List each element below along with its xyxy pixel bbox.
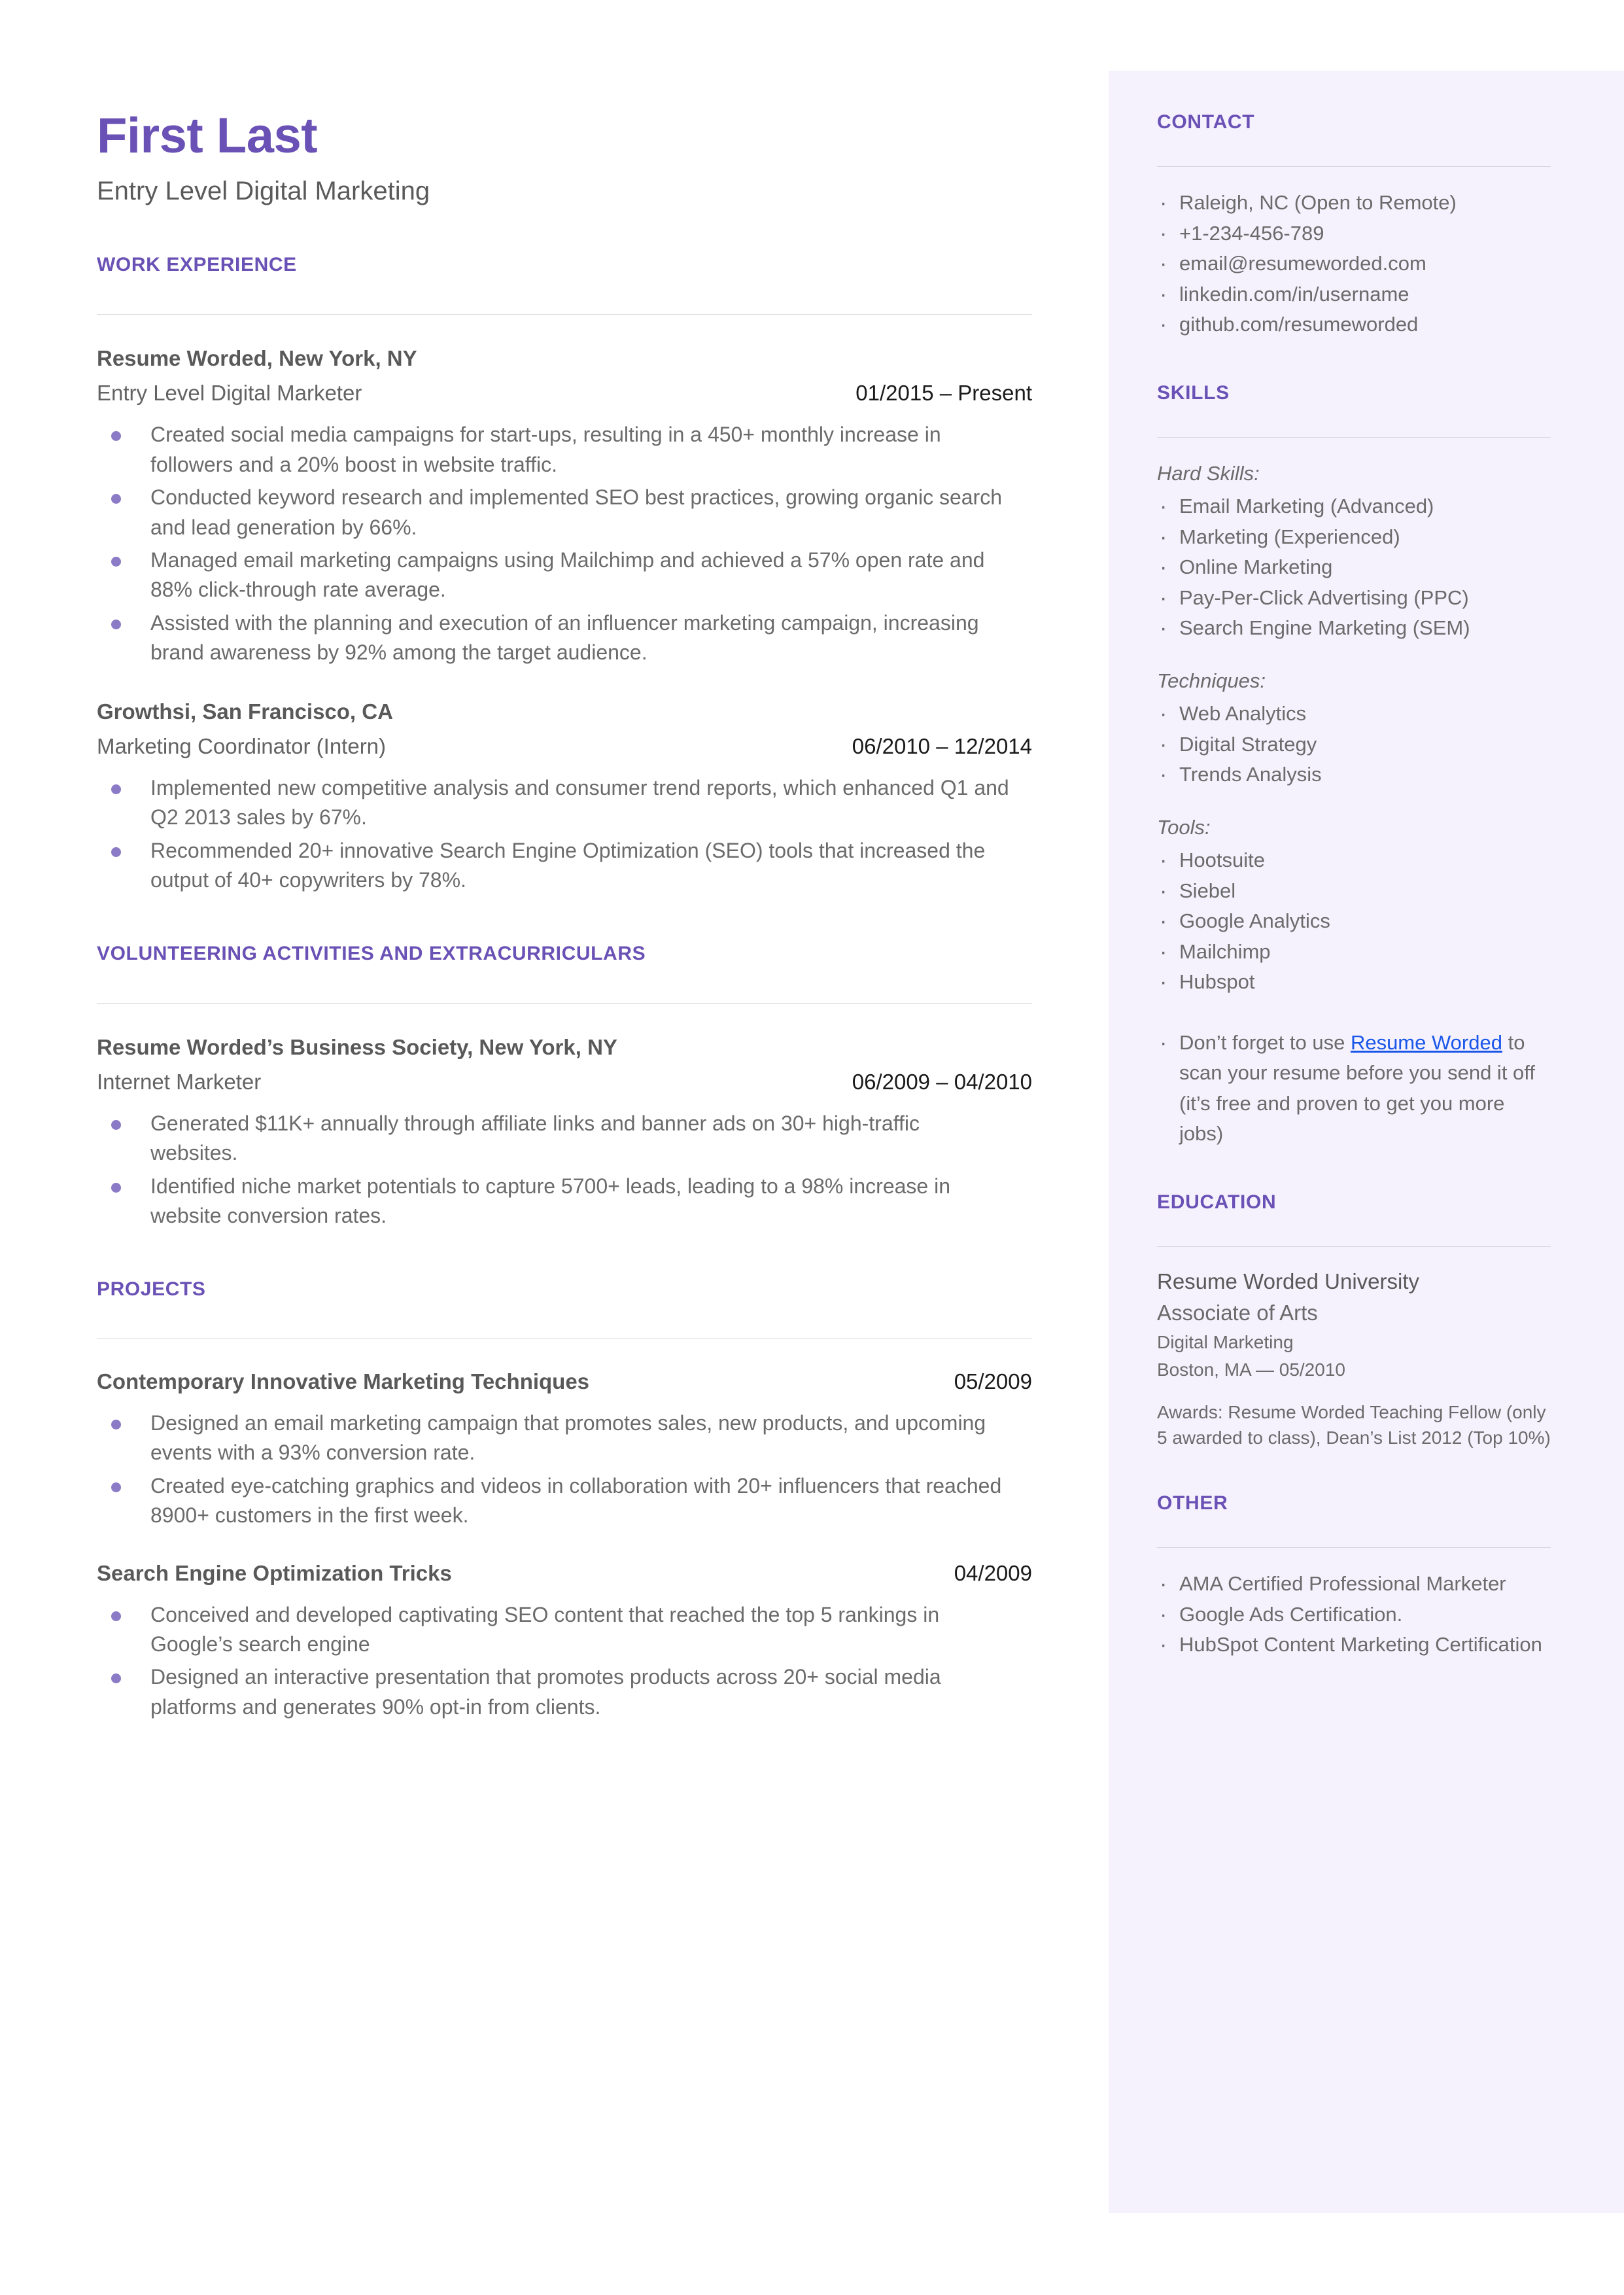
sidebar-section-skills [1157,382,1551,1149]
sidebar-heading: SKILLS [1157,381,1230,404]
project-date: 04/2009 [954,1560,1032,1585]
education-school: Resume Worded University [1157,1269,1420,1293]
sidebar-heading: EDUCATION [1157,1191,1277,1213]
section-heading: PROJECTS [97,1278,206,1300]
entry-bullet-list [97,1409,1032,1531]
headline-subtitle: Entry Level Digital Marketing [97,177,430,205]
sidebar-section-other [1157,1492,1551,1660]
other-item: · HubSpot Content Marketing Certification [1157,1630,1551,1660]
skill-item: · Email Marketing (Advanced) [1157,491,1551,522]
entry-organization: Growthsi, San Francisco, CA [97,699,393,724]
skills-group-list [1157,699,1551,790]
bullet-item: Designed an interactive presentation that promotes products across 20+ social media platforms and generates 90% opt-in from clients. [97,1662,1012,1722]
sidebar-panel [1109,71,1624,2213]
education-location-date: Boston, MA — 05/2010 [1157,1359,1345,1380]
project-entry [97,1561,1032,1723]
sidebar-divider [1157,1547,1551,1548]
bullet-item: Conceived and developed captivating SEO content that reached the top 5 rankings in Google’s search engine [97,1600,1012,1660]
sidebar-section-contact [1157,111,1551,340]
skill-item: · Mailchimp [1157,937,1551,968]
skill-item: · Marketing (Experienced) [1157,522,1551,553]
bullet-item: Created eye-catching graphics and videos in collaboration with 20+ influencers that reached 8900+ customers in the first week. [97,1471,1012,1531]
section-work-experience [97,254,1032,896]
bullet-item: Generated $11K+ annually through affiliate links and banner ads on 30+ high-traffic websites. [97,1109,1012,1168]
skill-item: · Web Analytics [1157,699,1551,729]
entry-role: Entry Level Digital Marketer [97,381,362,406]
skills-group-label: Hard Skills: [1157,461,1260,485]
entry-role-row [97,1070,1032,1095]
skill-item: · Digital Strategy [1157,729,1551,760]
entry-role: Marketing Coordinator (Intern) [97,734,387,758]
contact-list [1157,188,1551,340]
project-date: 05/2009 [954,1369,1032,1393]
promo-prefix: Don’t forget to use [1179,1030,1351,1054]
education-degree: Associate of Arts [1157,1301,1318,1325]
skill-item: · Trends Analysis [1157,760,1551,790]
volunteering-entry [97,1034,1032,1231]
promo-suffix: to scan your resume before you send it off (it’s free and proven to get you more jobs) [1179,1030,1535,1145]
resume-worded-link[interactable]: Resume Worded [1350,1030,1502,1054]
skill-item: · Pay-Per-Click Advertising (PPC) [1157,583,1551,614]
section-heading: VOLUNTEERING ACTIVITIES AND EXTRACURRICULARS [97,942,646,964]
entry-bullet-list [97,773,1032,896]
project-title-row [97,1561,1032,1586]
bullet-item: Recommended 20+ innovative Search Engine Optimization (SEO) tools that increased the output of 40+ copywriters by 78%. [97,836,1012,896]
section-projects [97,1278,1032,1723]
contact-linkedin[interactable]: · linkedin.com/in/username [1157,279,1551,310]
entry-bullet-list [97,420,1032,668]
contact-github[interactable]: · github.com/resumeworded [1157,309,1551,340]
other-item: · AMA Certified Professional Marketer [1157,1569,1551,1600]
skill-item: · Hubspot [1157,967,1551,998]
contact-location: · Raleigh, NC (Open to Remote) [1157,188,1551,219]
sidebar-heading: OTHER [1157,1492,1228,1515]
entry-date: 06/2010 – 12/2014 [852,734,1032,758]
entry-role: Internet Marketer [97,1070,262,1094]
bullet-item: Implemented new competitive analysis and consumer trend reports, which enhanced Q1 and Q2 2013 sales by 67%. [97,773,1012,833]
bullet-item: Assisted with the planning and execution of an influencer marketing campaign, increasing brand awareness by 92% among the target audience. [97,608,1012,668]
entry-role-row [97,381,1032,406]
sidebar-divider [1157,166,1551,167]
skill-item: · Hootsuite [1157,845,1551,876]
entry-role-row [97,734,1032,759]
education-awards: Awards: Resume Worded Teaching Fellow (only 5 awarded to class), Dean’s List 2012 (Top 10%) [1157,1401,1551,1448]
entry-bullet-list [97,1109,1032,1231]
resume-worded-promo-note [1157,1028,1551,1149]
contact-email[interactable]: · email@resumeworded.com [1157,249,1551,279]
entry-date: 01/2015 – Present [855,381,1032,406]
section-divider [97,314,1032,315]
project-name: Contemporary Innovative Marketing Techniques [97,1369,590,1393]
project-entry [97,1369,1032,1531]
experience-entry [97,698,1032,896]
skill-item: · Search Engine Marketing (SEM) [1157,613,1551,644]
bullet-item: Designed an email marketing campaign that promotes sales, new products, and upcoming events with a 93% conversion rate. [97,1409,1012,1468]
skills-group-label: Techniques: [1157,669,1266,692]
skill-item: · Google Analytics [1157,906,1551,937]
sidebar-section-education [1157,1191,1551,1451]
bullet-item: Conducted keyword research and implemented SEO best practices, growing organic search and lead generation by 66%. [97,483,1012,542]
section-divider [97,1003,1032,1004]
entry-bullet-list [97,1600,1032,1723]
entry-date: 06/2009 – 04/2010 [852,1070,1032,1094]
main-column [0,0,1060,1725]
bullet-item: Managed email marketing campaigns using Mailchimp and achieved a 57% open rate and 88% click-through rate average. [97,546,1012,605]
sidebar-divider [1157,437,1551,438]
skills-group-list [1157,845,1551,998]
other-list [1157,1569,1551,1660]
project-name: Search Engine Optimization Tricks [97,1560,452,1585]
experience-entry [97,345,1032,668]
section-heading: WORK EXPERIENCE [97,254,297,275]
skill-item: · Online Marketing [1157,552,1551,583]
skill-item: · Siebel [1157,876,1551,907]
page-title: First Last [97,108,318,164]
entry-organization: Resume Worded, New York, NY [97,346,417,370]
education-field: Digital Marketing [1157,1332,1294,1353]
project-title-row [97,1369,1032,1394]
sidebar-divider [1157,1246,1551,1247]
entry-organization: Resume Worded’s Business Society, New York, NY [97,1034,617,1059]
skills-group-list [1157,491,1551,644]
bullet-item: Created social media campaigns for start-ups, resulting in a 450+ monthly increase in followers and a 20% boost in website traffic. [97,420,1012,480]
bullet-item: Identified niche market potentials to capture 5700+ leads, leading to a 98% increase in website conversion rates. [97,1172,1012,1231]
other-item: · Google Ads Certification. [1157,1600,1551,1630]
contact-phone: · +1-234-456-789 [1157,219,1551,249]
name-block [97,108,1032,207]
skills-group-label: Tools: [1157,815,1211,839]
section-volunteering [97,943,1032,1231]
sidebar-heading: CONTACT [1157,111,1255,133]
